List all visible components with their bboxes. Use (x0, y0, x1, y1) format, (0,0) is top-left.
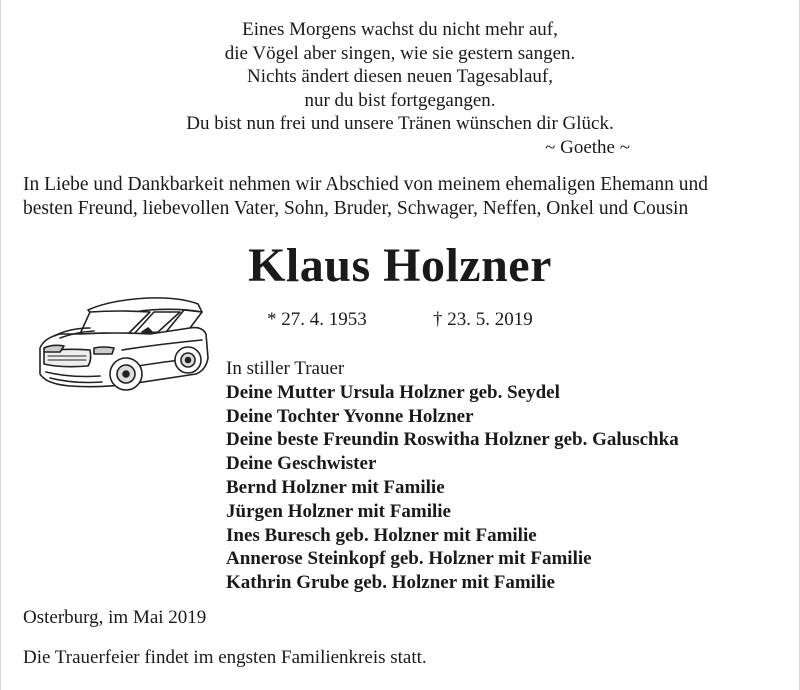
mourner: Deine Tochter Yvonne Holzner (226, 405, 474, 427)
mourner: Bernd Holzner mit Familie (226, 476, 445, 498)
poem-line: nur du bist fortgegangen. (304, 89, 496, 111)
mourner: Annerose Steinkopf geb. Holzner mit Familie (226, 548, 592, 570)
poem-line: die Vögel aber singen, wie sie gestern sangen. (224, 42, 576, 64)
mourners-list (226, 357, 786, 595)
intro-line: In Liebe und Dankbarkeit nehmen wir Abschied von meinem ehemaligen Ehemann und (23, 174, 709, 195)
poem-line: Eines Morgens wachst du nicht mehr auf, (242, 19, 558, 40)
poem-line: Nichts ändert diesen neuen Tagesablauf, (247, 66, 553, 87)
mourners-heading: In stiller Trauer (226, 358, 345, 379)
deceased-name: Klaus Holzner (248, 239, 552, 292)
poem-line: Du bist nun frei und unsere Tränen wünschen dir Glück. (186, 113, 614, 134)
mourner: Jürgen Holzner mit Familie (226, 500, 451, 522)
poem (0, 18, 800, 159)
place-and-date: Osterburg, im Mai 2019 (23, 607, 207, 628)
mourner: Deine beste Freundin Roswitha Holzner geb. Galuschka (226, 429, 679, 451)
death-date: † 23. 5. 2019 (433, 309, 533, 330)
mourner: Ines Buresch geb. Holzner mit Familie (226, 524, 537, 546)
mourner: Deine Geschwister (226, 453, 377, 475)
funeral-note: Die Trauerfeier findet im engsten Familienkreis statt. (23, 647, 427, 668)
poem-author: ~ Goethe ~ (545, 136, 630, 158)
intro-text (23, 173, 783, 221)
mourner: Deine Mutter Ursula Holzner geb. Seydel (226, 381, 560, 403)
intro-line: besten Freund, liebevollen Vater, Sohn, Bruder, Schwager, Neffen, Onkel und Cousin (23, 198, 689, 219)
sports-car-icon (30, 288, 210, 408)
mourner: Kathrin Grube geb. Holzner mit Familie (226, 572, 555, 594)
birth-date: * 27. 4. 1953 (267, 309, 367, 330)
